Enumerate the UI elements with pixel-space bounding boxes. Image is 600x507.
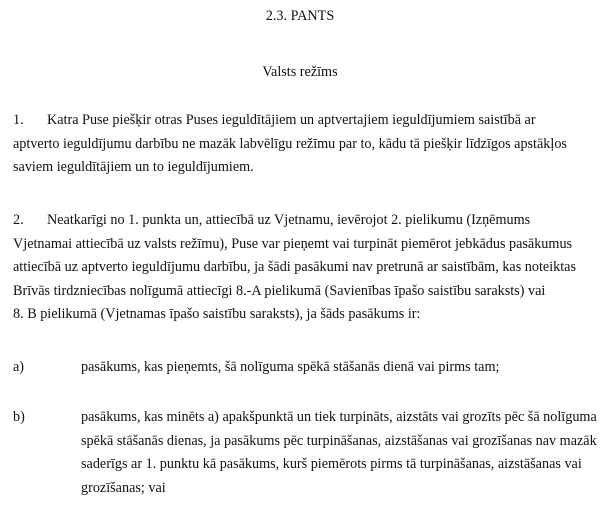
paragraph-1 [13, 109, 596, 180]
subitem-text [13, 356, 596, 380]
section-title: Valsts režīms [262, 64, 338, 80]
text-line: Vjetnamai attiecībā uz valsts režīmu), Puse var pieņemt vai turpināt piemērot jebkādus pasākumus [13, 235, 573, 252]
text-line: Neatkarīgi no 1. punkta un, attiecībā uz Vjetnamu, ievērojot 2. pielikumu (Izņēmums [47, 212, 531, 228]
text-line: spēkā stāšanās dienas, ja pasākums pēc turpināšanas, aizstāšanas vai grozīšanas nav mazāk [81, 432, 597, 449]
paragraph-text [13, 109, 596, 133]
text-line: saderīgs ar 1. punktu kā pasākums, kurš piemērots pirms tā turpināšanas, aizstāšanas vai [81, 456, 582, 472]
text-line: grozīšanas; vai [81, 479, 166, 496]
subitem-b [13, 406, 596, 500]
paragraph-2 [13, 209, 596, 327]
paragraph-number: 2. [13, 212, 24, 228]
subitem-text [13, 406, 596, 500]
subitem-a [13, 356, 596, 380]
text-line: 8. B pielikumā (Vjetnamas īpašo saistību saraksts), ja šāds pasākums ir: [13, 306, 421, 322]
paragraph-text [13, 209, 596, 233]
subitem-label: a) [13, 359, 25, 375]
text-line: aptverto ieguldījumu darbību ne mazāk labvēlīgu režīmu par to, kādu tā piešķir līdzīgos apstākļos [13, 135, 567, 152]
article-title: 2.3. PANTS [265, 8, 335, 24]
text-line: Brīvās tirdzniecības nolīgumā attiecīgi 8.-A pielikumā (Savienības īpašo saistību saraksts) vai [13, 282, 546, 299]
text-line: pasākums, kas pieņemts, šā nolīguma spēkā stāšanās dienā vai pirms tam; [81, 359, 500, 375]
text-line: pasākums, kas minēts a) apakšpunktā un tiek turpināts, aizstāts vai grozīts pēc šā nolīguma [81, 409, 597, 425]
text-line: Katra Puse piešķir otras Puses ieguldītājiem un aptvertajiem ieguldījumiem saistībā ar [47, 112, 536, 128]
paragraph-number: 1. [13, 112, 24, 128]
text-line: attiecībā uz aptverto ieguldījumu darbību, ja šādi pasākumi nav pretrunā ar saistībām, kas noteiktas [13, 259, 576, 275]
text-line: saviem ieguldītājiem un to ieguldījumiem. [13, 159, 254, 175]
subitem-label: b) [13, 409, 25, 425]
